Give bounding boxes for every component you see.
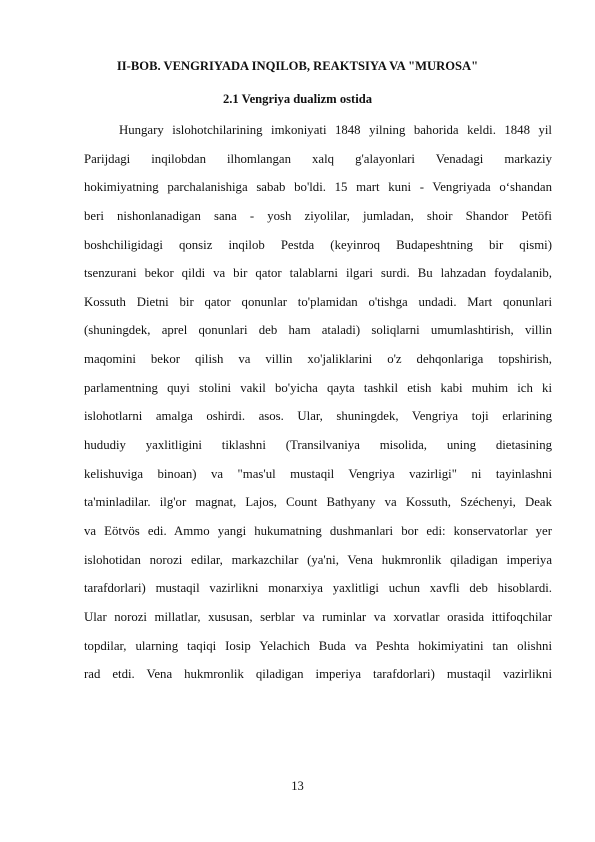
- body-paragraph: [84, 122, 552, 695]
- text-line: Parijdagi inqilobdan ilhomlangan xalq g'alayonlari Venadagi markaziy: [84, 151, 552, 166]
- text-line: (shuningdek, aprel qonunlari deb ham ataladi) soliqlarni umumlashtirish, villin: [84, 323, 552, 338]
- text-line: boshchiligidagi qonsiz inqilob Pestda (keyinroq Budapeshtning bir qismi): [84, 237, 552, 252]
- text-line: beri nishonlanadigan sana - yosh ziyolilar, jumladan, shoir Shandor Petöfi: [84, 208, 552, 223]
- text-line: va Eötvös edi. Ammo yangi hukumatning dushmanlari bor edi: konservatorlar yer: [84, 523, 552, 538]
- text-line: tarafdorlari) mustaqil vazirlikni monarxiya yaxlitligi uchun xavfli deb hisoblardi.: [84, 581, 552, 596]
- text-line: Ular norozi millatlar, xususan, serblar va ruminlar va xorvatlar orasida ittifoqchilar: [84, 609, 552, 624]
- text-line: maqomini bekor qilish va villin xo'jaliklarini o'z dehqonlariga topshirish,: [84, 352, 552, 367]
- page-number: 13: [291, 779, 304, 793]
- text-line: hududiy yaxlitligini tiklashni (Transilvaniya misolida, uning dietasining: [84, 438, 552, 453]
- text-line: hokimiyatning parchalanishiga sabab bo'ldi. 15 mart kuni - Vengriyada o‘shandan: [84, 180, 552, 195]
- text-line: Hungary islohotchilarining imkoniyati 1848 yilning bahorida keldi. 1848 yil: [119, 123, 552, 137]
- text-line: kelishuviga binoan) va "mas'ul mustaqil Vengriya vazirligi" ni tayinlashni: [84, 466, 552, 481]
- text-line: rad etdi. Vena hukmronlik qiladigan imperiya tarafdorlari) mustaqil vazirlikni: [84, 667, 552, 682]
- text-line: parlamentning quyi stolini vakil bo'yicha qayta tashkil etish kabi muhim ich ki: [84, 380, 552, 395]
- text-line: Kossuth Dietni bir qator qonunlar to'plamidan o'tishga undadi. Mart qonunlari: [84, 294, 552, 309]
- text-line: tsenzurani bekor qildi va bir qator talablarni ilgari surdi. Bu lahzadan foydalanib,: [84, 266, 552, 281]
- text-line: islohotidan norozi edilar, markazchilar (ya'ni, Vena hukmronlik qiladigan imperiya: [84, 552, 552, 567]
- text-line: islohotlarni amalga oshirdi. asos. Ular, shuningdek, Vengriya toji erlarining: [84, 409, 552, 424]
- text-line: ta'minladilar. ilg'or magnat, Lajos, Count Bathyany va Kossuth, Széchenyi, Deak: [84, 495, 552, 510]
- chapter-title: II-BOB. VENGRIYADA INQILOB, REAKTSIYA VA "MUROSA": [116, 59, 479, 73]
- text-line: topdilar, ularning taqiqi Iosip Yelachich Buda va Peshta hokimiyatini tan olishni: [84, 638, 552, 653]
- section-title: 2.1 Vengriya dualizm ostida: [222, 92, 373, 106]
